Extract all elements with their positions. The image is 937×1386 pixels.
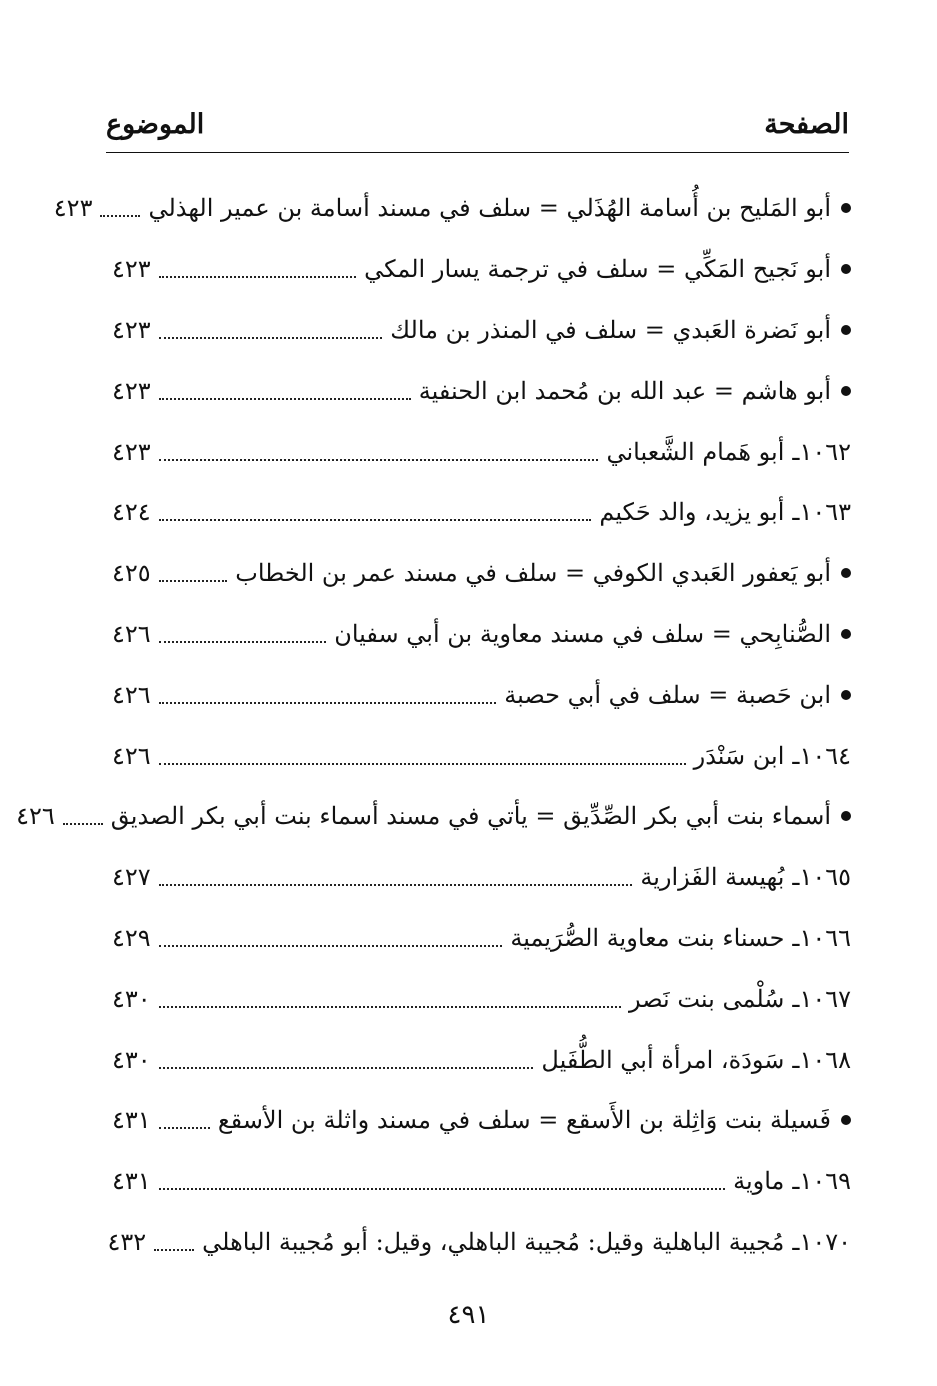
dot-leader — [159, 276, 356, 278]
index-entry — [16, 786, 851, 847]
entry-text: ابن سَنْدَر — [693, 741, 785, 770]
entry-number: ١٠٦٤ـ — [792, 741, 851, 770]
dot-leader — [100, 215, 140, 217]
dot-leader — [159, 884, 633, 886]
entry-number: ١٠٧٠ـ — [792, 1227, 851, 1256]
entry-page: ٤٣٠ — [112, 984, 151, 1013]
entry-page: ٤٢٥ — [112, 559, 151, 588]
bullet-icon — [841, 690, 851, 700]
entry-page: ٤٢٣ — [112, 376, 151, 405]
entry-number: ١٠٦٢ـ — [792, 437, 851, 466]
entry-text: أسماء بنت أبي بكر الصِّدِّيق = يأتي في مسند أسماء بنت أبي بكر الصديق — [110, 802, 831, 831]
entry-text: أبو هَمام الشَّعباني — [606, 437, 785, 466]
entry-text: سَودَة، امرأة أبي الطُّفَيل — [541, 1045, 785, 1074]
bullet-icon — [841, 1115, 851, 1125]
entry-text: مُجيبة الباهلية وقيل: مُجيبة الباهلي، وقيل: أبو مُجيبة الباهلي — [202, 1227, 785, 1256]
entry-page: ٤٢٦ — [112, 741, 151, 770]
index-entry — [112, 482, 851, 543]
dot-leader — [159, 519, 592, 521]
entry-number: ١٠٦٧ـ — [792, 984, 851, 1013]
dot-leader — [159, 337, 383, 339]
entry-page: ٤٢٦ — [112, 680, 151, 709]
dot-leader — [159, 1127, 210, 1129]
index-entry — [112, 1151, 851, 1212]
entry-text: أبو نَضرة العَبدي = سلف في المنذر بن مالك — [390, 315, 831, 344]
dot-leader — [159, 1188, 725, 1190]
index-entry — [112, 421, 851, 482]
index-entry — [112, 847, 851, 908]
index-entry — [112, 543, 851, 604]
index-entry — [112, 1090, 851, 1151]
bullet-icon — [841, 568, 851, 578]
dot-leader — [159, 641, 327, 643]
entry-text: أبو المَليح بن أُسامة الهُذَلي = سلف في مسند أسامة بن عمير الهذلي — [148, 194, 831, 223]
dot-leader — [63, 823, 103, 825]
entry-text: أبو يزيد، والد حَكيم — [599, 498, 785, 527]
index-entry — [112, 239, 851, 300]
index-entry — [112, 968, 851, 1029]
entry-text: أبو يَعفور العَبدي الكوفي = سلف في مسند عمر بن الخطاب — [235, 559, 831, 588]
entry-page: ٤٢٣ — [53, 194, 93, 223]
page-column-label: الصفحة — [764, 108, 849, 140]
dot-leader — [159, 1006, 621, 1008]
entry-text: ماوية — [733, 1167, 785, 1196]
entry-page: ٤٣٢ — [107, 1227, 147, 1256]
entry-text: الصُّنابِحي = سلف في مسند معاوية بن أبي سفيان — [334, 619, 831, 648]
bullet-icon — [841, 811, 851, 821]
entry-number: ١٠٦٨ـ — [792, 1045, 851, 1074]
bullet-icon — [841, 203, 851, 213]
entry-page: ٤٢٦ — [112, 619, 151, 648]
entry-page: ٤٣١ — [112, 1167, 151, 1196]
entry-page: ٤٢٣ — [112, 437, 151, 466]
dot-leader — [159, 763, 686, 765]
entry-page: ٤٢٧ — [112, 863, 151, 892]
index-entry — [53, 178, 851, 239]
entry-page: ٤٢٣ — [112, 255, 151, 284]
entry-text: حسناء بنت معاوية الصُّرَيمية — [510, 923, 785, 952]
dot-leader — [154, 1249, 194, 1251]
entry-page: ٤٢٣ — [112, 315, 151, 344]
page-number: ٤٩١ — [447, 1300, 490, 1330]
dot-leader — [159, 459, 599, 461]
index-entry — [112, 725, 851, 786]
entry-page: ٤٣٠ — [112, 1045, 151, 1074]
entry-text: فَسيلة بنت وَاثِلة بن الأَسقع = سلف في مسند واثلة بن الأسقع — [217, 1106, 831, 1135]
index-entry — [112, 604, 851, 665]
entry-page: ٤٢٤ — [112, 498, 151, 527]
dot-leader — [159, 945, 503, 947]
entry-text: أبو هاشم = عبد الله بن مُحمد ابن الحنفية — [418, 376, 831, 405]
entry-page: ٤٢٩ — [112, 923, 151, 952]
bullet-icon — [841, 386, 851, 396]
index-entry — [112, 1029, 851, 1090]
dot-leader — [159, 1067, 534, 1069]
index-entry — [112, 300, 851, 361]
index-entry — [107, 1212, 851, 1273]
entry-number: ١٠٦٣ـ — [792, 498, 851, 527]
dot-leader — [159, 702, 497, 704]
index-entry — [112, 908, 851, 969]
entry-text: بُهيسة الفَزارية — [640, 863, 785, 892]
index-entry — [112, 664, 851, 725]
entry-page: ٤٢٦ — [16, 802, 55, 831]
page-header — [106, 96, 849, 153]
entry-text: سُلْمى بنت نَصر — [628, 984, 785, 1013]
entry-page: ٤٣١ — [112, 1106, 151, 1135]
index-entry — [112, 360, 851, 421]
entry-number: ١٠٦٦ـ — [792, 923, 851, 952]
entry-number: ١٠٦٥ـ — [792, 863, 851, 892]
bullet-icon — [841, 629, 851, 639]
dot-leader — [159, 398, 411, 400]
bullet-icon — [841, 264, 851, 274]
dot-leader — [159, 580, 228, 582]
entry-text: ابن حَصبة = سلف في أبي حصبة — [504, 680, 831, 709]
index-entries — [16, 178, 851, 1272]
bullet-icon — [841, 325, 851, 335]
topic-column-label: الموضوع — [106, 108, 205, 140]
entry-number: ١٠٦٩ـ — [792, 1167, 851, 1196]
entry-text: أبو نَجيح المَكِّي = سلف في ترجمة يسار المكي — [364, 255, 831, 284]
